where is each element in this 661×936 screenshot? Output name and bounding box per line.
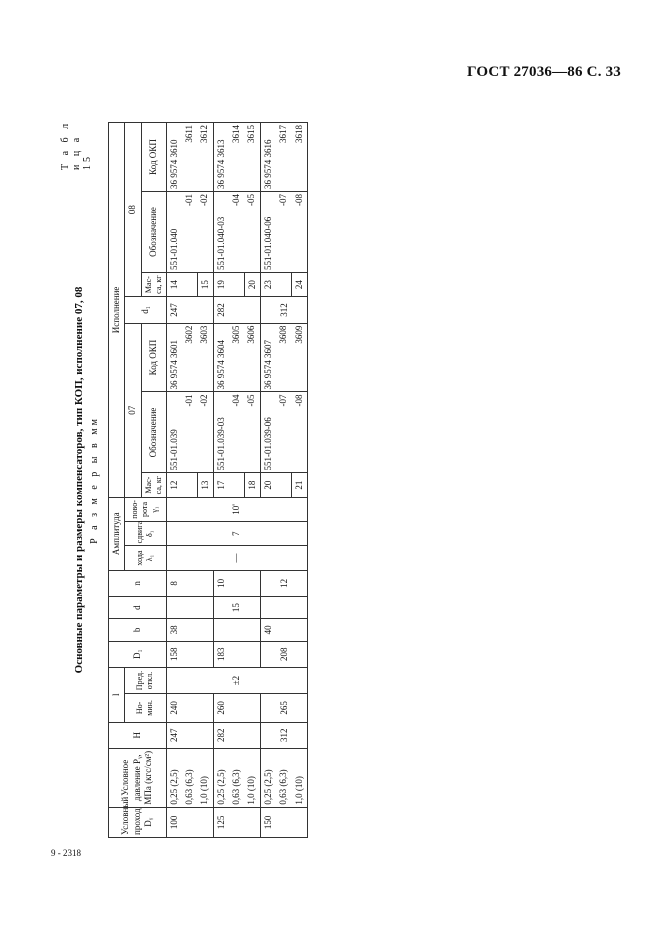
col-designation-07: Обозначение: [141, 392, 166, 473]
cell-designation-08: -05: [244, 191, 260, 272]
col-exec-07: 07: [125, 323, 141, 497]
cell-okp-07: 3606: [244, 323, 260, 392]
cell-D1: 158: [166, 641, 213, 667]
cell-H: 312: [261, 722, 308, 748]
col-okp-08: Код ОКП: [141, 123, 166, 192]
cell-okp-07: 36 9574 3607: [261, 323, 277, 392]
cell-D1: 208: [261, 641, 308, 667]
col-designation-08: Обозначение: [141, 191, 166, 272]
cell-designation-07: 551-01.039-03: [213, 392, 229, 473]
cell-d: [261, 597, 308, 619]
cell-okp-08: 3618: [292, 123, 308, 192]
cell-n: 10: [213, 570, 260, 596]
col-amp-stroke: хода λ₁: [125, 546, 166, 570]
cell-designation-08: -02: [197, 191, 213, 272]
page-footer: 9 - 2318: [51, 848, 81, 858]
col-mass-07: Мас-са, кг: [141, 473, 166, 497]
cell-okp-08: 36 9574 3613: [213, 123, 229, 192]
col-l-nom: Но-мин.: [125, 694, 166, 722]
cell-mass-08: 14: [166, 272, 197, 296]
table-row: [166, 123, 182, 838]
cell-okp-07: 36 9574 3601: [166, 323, 182, 392]
cell-okp-07: 3602: [182, 323, 197, 392]
cell-mass-07: 21: [292, 473, 308, 497]
cell-n: 8: [166, 570, 213, 596]
cell-n: 12: [261, 570, 308, 596]
col-amp-shift: сдвига δ₁: [125, 522, 166, 546]
cell-d: [166, 597, 213, 619]
cell-designation-08: -07: [276, 191, 291, 272]
cell-mass-08: 15: [197, 272, 213, 296]
cell-mass-08: 24: [292, 272, 308, 296]
table-row: [261, 123, 277, 838]
col-py: Условное давление Pᵧ, МПа (кгс/см²): [109, 748, 167, 807]
col-n: n: [109, 570, 167, 596]
col-b: b: [109, 619, 167, 641]
col-amp-rotation: пово-рота γ₁: [125, 497, 166, 521]
cell-dy: 150: [261, 807, 308, 837]
page-header: ГОСТ 27036—86 С. 33: [467, 64, 621, 80]
cell-mass-07: 12: [166, 473, 197, 497]
cell-okp-07: 3608: [276, 323, 291, 392]
cell-d1: 282: [213, 297, 260, 323]
cell-designation-08: 551-01.040-06: [261, 191, 277, 272]
cell-designation-08: -04: [229, 191, 244, 272]
cell-designation-07: -02: [197, 392, 213, 473]
cell-okp-08: 36 9574 3616: [261, 123, 277, 192]
cell-dy: 125: [213, 807, 260, 837]
col-D1: D₁: [109, 641, 167, 667]
cell-okp-08: 3615: [244, 123, 260, 192]
cell-okp-07: 3609: [292, 323, 308, 392]
table-row: [213, 123, 229, 838]
col-amplitude: Амплитуда: [109, 497, 125, 570]
col-H: H: [109, 722, 167, 748]
cell-okp-07: 36 9574 3604: [213, 323, 229, 392]
cell-tolerance: ±2: [166, 667, 308, 693]
cell-designation-08: 551-01.040: [166, 191, 182, 272]
cell-okp-07: 3603: [197, 323, 213, 392]
cell-mass-08: 19: [213, 272, 244, 296]
cell-l: 260: [213, 694, 260, 722]
col-okp-07: Код ОКП: [141, 323, 166, 392]
col-l-dev: Пред. откл.: [125, 667, 166, 693]
cell-mass-07: 20: [261, 473, 292, 497]
table-title: Основные параметры и размеры компенсаторов, тип КОП, исполнение 07, 08: [73, 286, 85, 674]
cell-py: 0,25 (2,5): [213, 748, 229, 807]
cell-dy: 100: [166, 807, 213, 837]
cell-l: 265: [261, 694, 308, 722]
cell-mass-08: 20: [244, 272, 260, 296]
cell-d1: 312: [261, 297, 308, 323]
cell-H: 247: [166, 722, 213, 748]
cell-delta: 7: [166, 522, 308, 546]
cell-mass-07: 17: [213, 473, 244, 497]
cell-designation-07: -08: [292, 392, 308, 473]
col-l: l: [109, 667, 125, 722]
col-mass-08: Мас-са, кг: [141, 272, 166, 296]
cell-designation-08: -01: [182, 191, 197, 272]
cell-designation-07: -04: [229, 392, 244, 473]
cell-okp-08: 3614: [229, 123, 244, 192]
cell-mass-07: 18: [244, 473, 260, 497]
cell-designation-07: -01: [182, 392, 197, 473]
cell-b: [213, 619, 260, 641]
cell-designation-07: 551-01.039-06: [261, 392, 277, 473]
cell-py: 1,0 (10): [197, 748, 213, 807]
cell-py: 0,25 (2,5): [261, 748, 277, 807]
cell-gamma: 10': [166, 497, 308, 521]
cell-py: 1,0 (10): [244, 748, 260, 807]
col-d: d: [109, 597, 167, 619]
col-execution: Исполнение: [109, 123, 125, 498]
cell-okp-08: 3612: [197, 123, 213, 192]
cell-b: 38: [166, 619, 213, 641]
cell-py: 0,63 (6,3): [182, 748, 197, 807]
col-d1: d₁: [125, 297, 166, 323]
cell-py: 0,63 (6,3): [229, 748, 244, 807]
parameters-table: [108, 122, 308, 838]
cell-designation-08: -08: [292, 191, 308, 272]
cell-py: 0,63 (6,3): [276, 748, 291, 807]
col-dy: Условный проход Dᵧ: [109, 807, 167, 837]
cell-py: 1,0 (10): [292, 748, 308, 807]
cell-okp-08: 36 9574 3610: [166, 123, 182, 192]
cell-mass-08: 23: [261, 272, 292, 296]
cell-designation-07: -05: [244, 392, 260, 473]
cell-okp-08: 3611: [182, 123, 197, 192]
rotated-table-page: [60, 120, 560, 840]
table-subtitle: Р а з м е р ы в мм: [89, 416, 100, 544]
col-exec-08: 08: [125, 123, 141, 297]
cell-designation-07: 551-01.039: [166, 392, 182, 473]
cell-okp-08: 3617: [276, 123, 291, 192]
cell-b: 40: [261, 619, 308, 641]
cell-D1: 183: [213, 641, 260, 667]
cell-d1: 247: [166, 297, 213, 323]
cell-lambda: —: [166, 546, 308, 570]
cell-designation-07: -07: [276, 392, 291, 473]
cell-l: 240: [166, 694, 213, 722]
cell-okp-07: 3605: [229, 323, 244, 392]
cell-py: 0,25 (2,5): [166, 748, 182, 807]
cell-designation-08: 551-01.040-03: [213, 191, 229, 272]
table-label: Т а б л и ц а 15: [60, 120, 93, 170]
cell-mass-07: 13: [197, 473, 213, 497]
cell-H: 282: [213, 722, 260, 748]
cell-d: 15: [213, 597, 260, 619]
